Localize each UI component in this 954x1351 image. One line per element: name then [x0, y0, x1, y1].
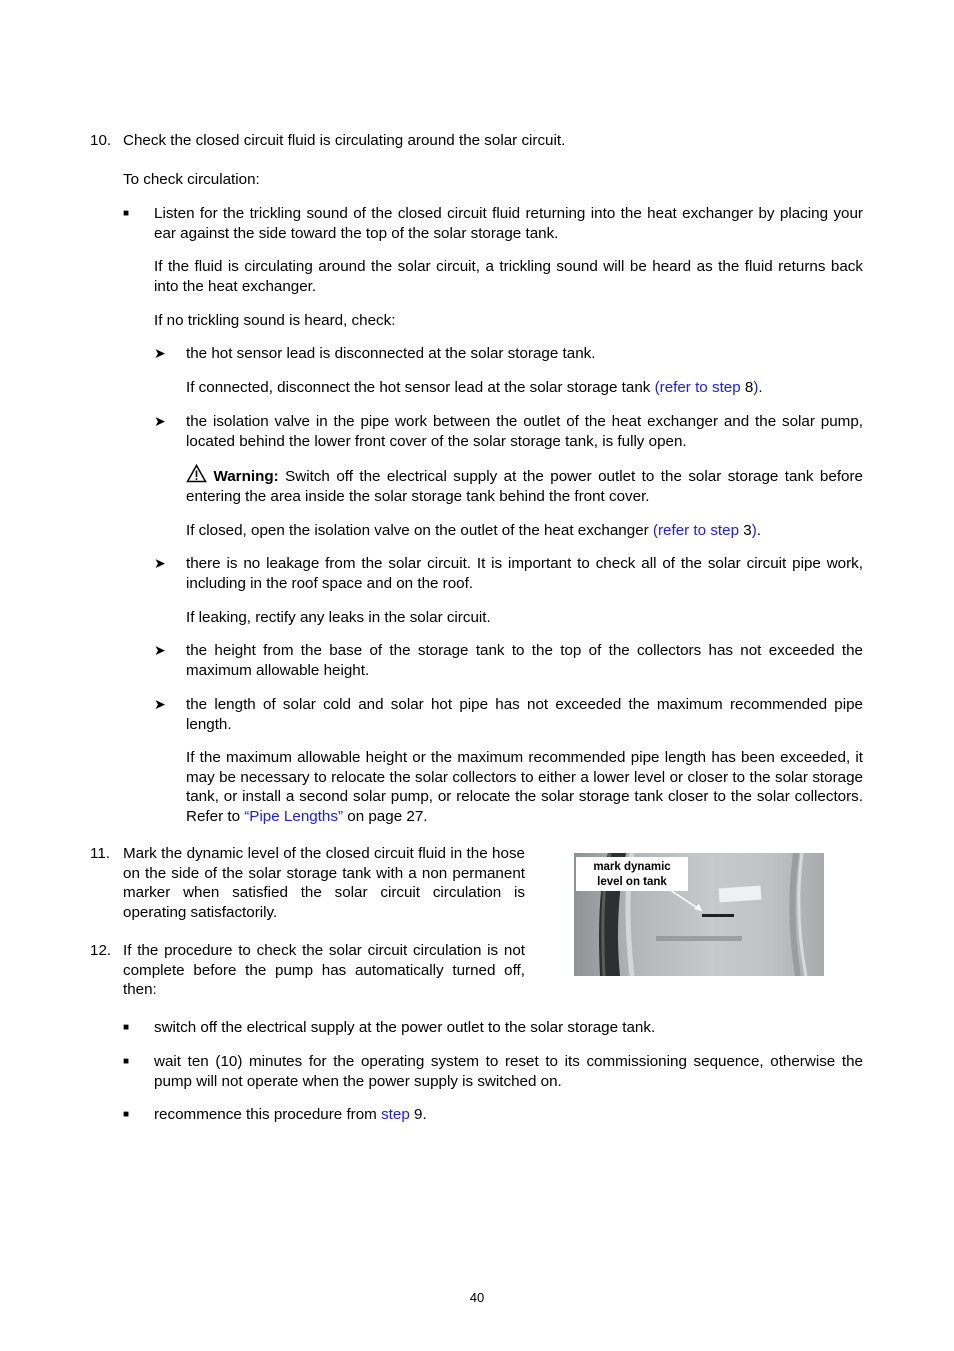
- callout-line: mark dynamic: [593, 861, 671, 873]
- arrow-bullet-icon: ➤: [154, 345, 166, 361]
- check-followup: If leaking, rectify any leaks in the solar circuit.: [186, 609, 491, 626]
- warning-label: Warning:: [213, 468, 279, 485]
- callout-line: level on tank: [597, 875, 667, 888]
- check-item: the hot sensor lead is disconnected at the solar storage tank.: [186, 345, 596, 362]
- check-item: there is no leakage from the solar circuit. It is important to check all of the solar circuit pipe work, including in the roof space and on the roof.: [186, 555, 863, 592]
- warning-note: Warning: Switch off the electrical supply at the power outlet to the solar storage tank before entering the area inside the solar storage tank behind the front cover.: [186, 464, 863, 506]
- to-check-heading: To check circulation:: [123, 171, 260, 188]
- arrow-bullet-icon: ➤: [154, 555, 166, 571]
- listen-text: Listen for the trickling sound of the closed circuit fluid returning into the heat exchanger by placing your ear against the side toward the top of the solar storage tank.: [154, 205, 863, 242]
- check-followup: If closed, open the isolation valve on the outlet of the heat exchanger (refer to step 3).: [186, 522, 761, 539]
- step-12-number: 12.: [90, 942, 112, 959]
- check-followup: If the maximum allowable height or the maximum recommended pipe length has been exceeded, it may be necessary to relocate the solar collectors to either a lower level or closer to the solar storage tank, or install a second solar pump, or relocate the solar storage tank closer to the solar collectors. Refer to “Pipe Lengths” on page 27.: [186, 749, 863, 825]
- check-item: the isolation valve in the pipe work between the outlet of the heat exchanger and the solar pump, located behind the lower front cover of the solar storage tank, is fully open.: [186, 413, 863, 450]
- check-item: the height from the base of the storage tank to the top of the collectors has not exceeded the maximum allowable height.: [186, 642, 863, 679]
- photo-callout: [576, 857, 688, 891]
- step-10-number: 10.: [90, 132, 112, 149]
- arrow-bullet-icon: ➤: [154, 413, 166, 429]
- page-number: 40: [469, 1290, 485, 1305]
- step-11-text: Mark the dynamic level of the closed circuit fluid in the hose on the side of the solar storage tank with a non permanent marker when satisfied the solar circuit circulation is operating satisfactorily.: [123, 845, 525, 921]
- bullet-square: ■: [123, 208, 130, 219]
- step-12-bullet: switch off the electrical supply at the power outlet to the solar storage tank.: [154, 1019, 656, 1036]
- arrow-bullet-icon: ➤: [154, 642, 166, 658]
- warning-triangle-icon: [186, 464, 207, 483]
- check-followup: If connected, disconnect the hot sensor lead at the solar storage tank (refer to step 8).: [186, 379, 763, 396]
- step-12-bullet: wait ten (10) minutes for the operating system to reset to its commissioning sequence, otherwise the pump will not operate when the power supply is switched on.: [154, 1053, 863, 1090]
- bullet-square: ■: [123, 1022, 130, 1033]
- check-item: the length of solar cold and solar hot pipe has not exceeded the maximum recommended pipe length.: [186, 696, 863, 733]
- step-12-text: If the procedure to check the solar circuit circulation is not complete before the pump has automatically turned off, then:: [123, 942, 525, 998]
- tank-photo: [574, 853, 824, 976]
- arrow-bullet-icon: ➤: [154, 696, 166, 712]
- bullet-square: ■: [123, 1109, 130, 1120]
- refer-step-link[interactable]: (refer to step: [652, 522, 744, 539]
- step-link[interactable]: step: [381, 1106, 410, 1123]
- if-no-sound-text: If no trickling sound is heard, check:: [154, 312, 396, 329]
- step-10-text: Check the closed circuit fluid is circulating around the solar circuit.: [123, 132, 566, 149]
- if-circulating-text: If the fluid is circulating around the solar circuit, a trickling sound will be heard as the fluid returns back into the heat exchanger.: [154, 258, 863, 295]
- step-12-bullet: recommence this procedure from step 9.: [154, 1106, 427, 1123]
- step-11-number: 11.: [90, 845, 110, 862]
- pipe-lengths-link[interactable]: “Pipe Lengths”: [244, 807, 344, 825]
- refer-step-link[interactable]: (refer to step: [654, 379, 745, 396]
- bullet-square: ■: [123, 1056, 130, 1067]
